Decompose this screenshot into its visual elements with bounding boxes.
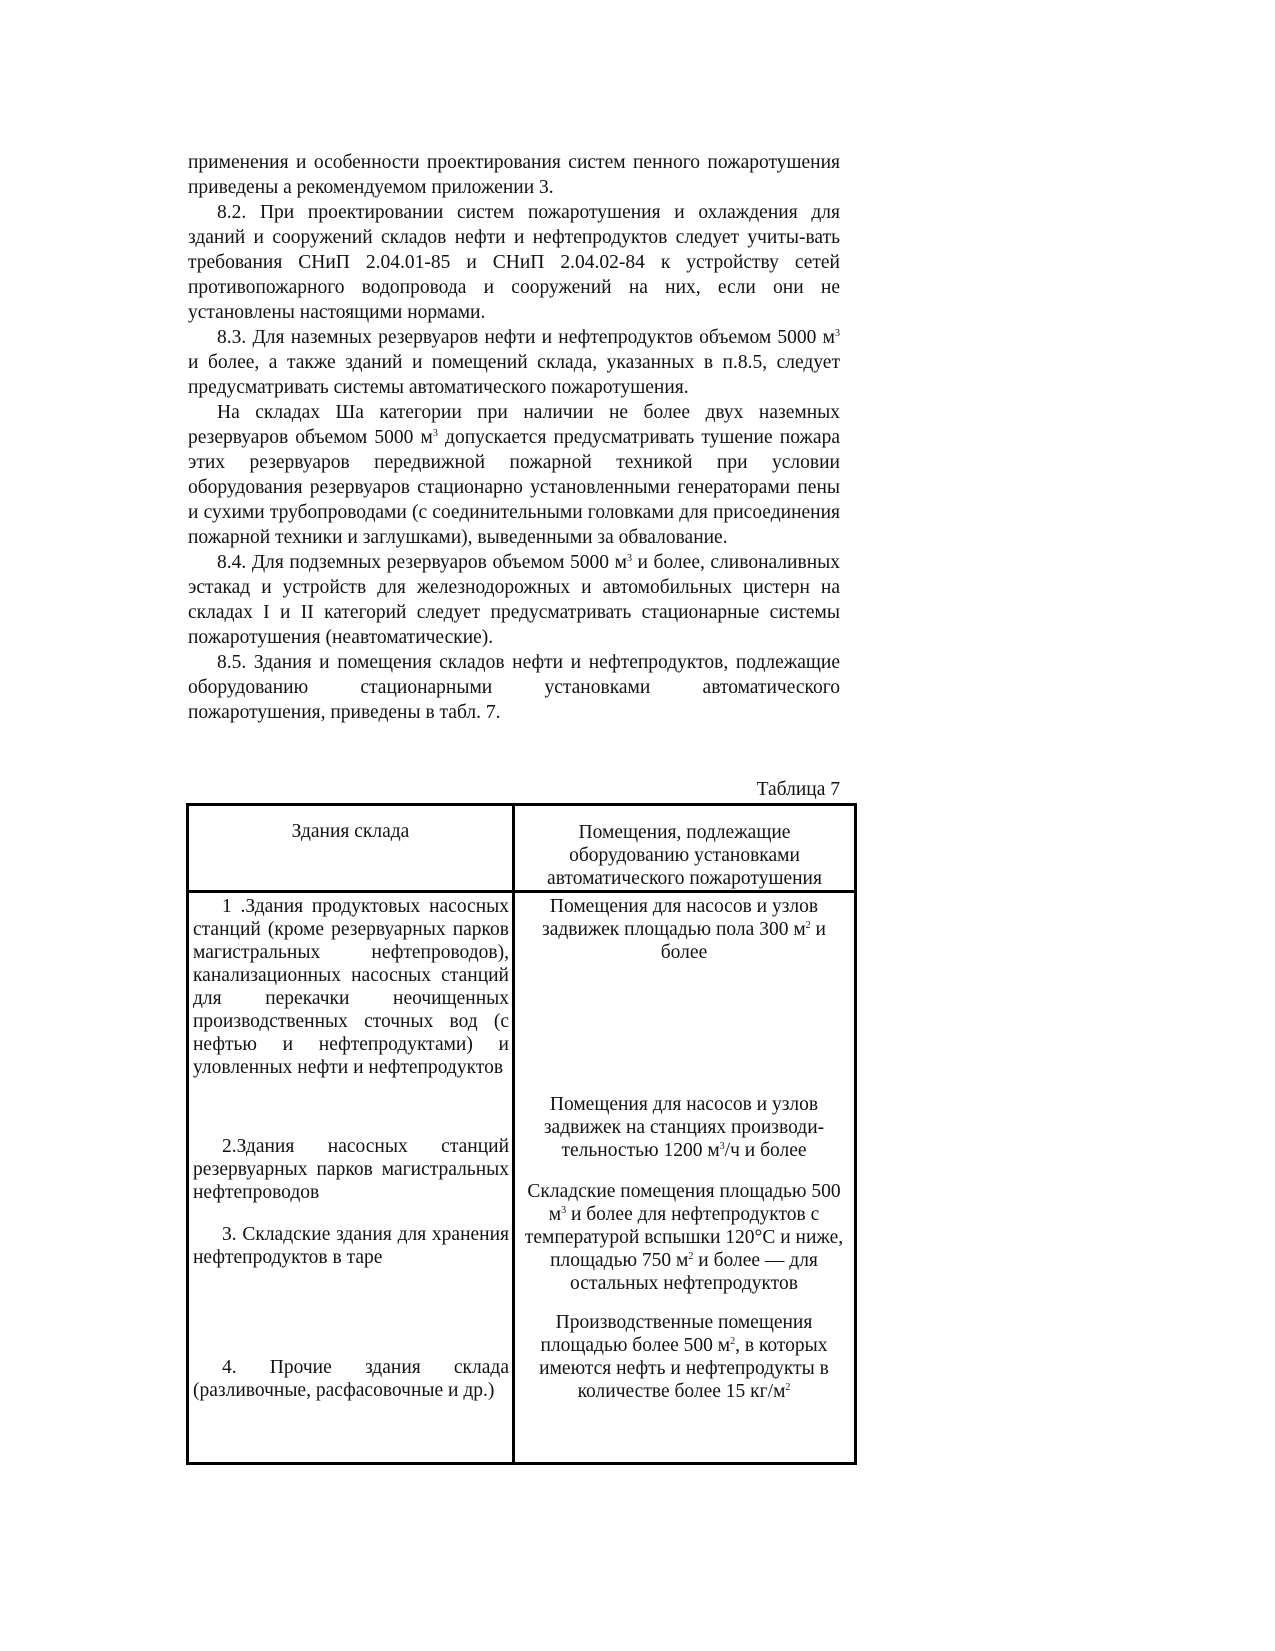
buildings-table bbox=[186, 803, 857, 1465]
paragraph-8-4: 8.4. Для подземных резервуаров объемом 5000 $м^3$ и более, сливоналивных эстакад и устройств для железнодорожных и автомобильных цистерн на складах I и II категорий следует предусматривать стационарные системы пожаротушения (неавтоматические). bbox=[188, 552, 840, 648]
room-item-1: Помещения для насосов и узлов задвижек площадью пола 300 $м^2$ и более bbox=[542, 896, 826, 963]
paragraph-continuation: применения и особенности проектирования систем пенного пожаротушения приведены а рекомендуемом приложении 3. bbox=[188, 152, 840, 198]
table-body-row bbox=[188, 892, 856, 1464]
building-item-3: 3. Складские здания для хранения нефтепродуктов в таре bbox=[193, 1224, 509, 1268]
building-item-4: 4. Прочие здания склада (разливочные, расфасовочные и др.) bbox=[193, 1357, 509, 1401]
superscript: 3 bbox=[835, 328, 840, 339]
paragraph-8-3: 8.3. Для наземных резервуаров нефти и нефтепродуктов объемом 5000 $м^3$ и более, а также зданий и помещений склада, указанных в п.8.5, следует предусматривать системы автоматического пожаротушения. bbox=[188, 327, 840, 398]
table-caption: Таблица 7 bbox=[756, 779, 840, 800]
body-text bbox=[188, 150, 840, 725]
paragraph-8-2: 8.2. При проектировании систем пожаротушения и охлаждения для зданий и сооружений складов нефти и нефтепродуктов следует учиты-вать требования СНиП 2.04.01-85 и СНиП 2.04.02-84 к устройству сетей противопожарного водопровода и сооружений на них, если они не установлены настоящими нормами. bbox=[188, 202, 840, 323]
room-item-4: Производственные помещения площадью более 500 $м^2$, в которых имеются нефть и нефтепродукты в количестве более 15 $кг/м^2$ bbox=[539, 1312, 829, 1402]
building-item-2: 2.Здания насосных станций резервуарных парков магистральных нефтепроводов bbox=[193, 1136, 509, 1203]
building-item-1: 1 .Здания продуктовых насосных станций (кроме резервуарных парков магистральных нефтепроводов), канализационных насосных станций для перекачки неочищенных производственных сточных вод (с нефтью и нефтепродуктами) и уловленных нефти и нефтепродуктов bbox=[193, 896, 509, 1078]
room-item-3: Складские помещения площадью 500 $м^3$ и более для нефтепродуктов с температурой вспышки 120°С и ниже, площадью 750 $м^2$ и более — для остальных нефтепродуктов bbox=[524, 1181, 844, 1294]
buildings-column bbox=[188, 892, 514, 1464]
table-header-row bbox=[188, 805, 856, 892]
header-cell-buildings: Здания склада bbox=[188, 805, 514, 892]
rooms-column bbox=[514, 892, 856, 1464]
header-cell-rooms: Помещения, подлежащие оборудованию установками автоматического пожаротушения bbox=[514, 805, 856, 892]
superscript: 3 bbox=[626, 553, 632, 564]
superscript: 3 bbox=[432, 428, 438, 439]
paragraph-category-3a: На складах Ша категории при наличии не более двух наземных резервуаров объемом 5000 $м^3$ допускается предусматривать тушение пожара этих резервуаров передвижной пожарной техникой при условии оборудования резервуаров стационарно установленными генераторами пены и сухими трубопроводами (с соединительными головками для присоединения пожарной техники и заглушками), выведенными за обвалование. bbox=[188, 402, 840, 548]
paragraph-8-5: 8.5. Здания и помещения складов нефти и нефтепродуктов, подлежащие оборудованию стационарными установками автоматического пожаротушения, приведены в табл. 7. bbox=[188, 652, 840, 723]
room-item-2: Помещения для насосов и узлов задвижек на станциях производи-тельностью 1200 $м^3/ч$ и более bbox=[543, 1094, 825, 1161]
